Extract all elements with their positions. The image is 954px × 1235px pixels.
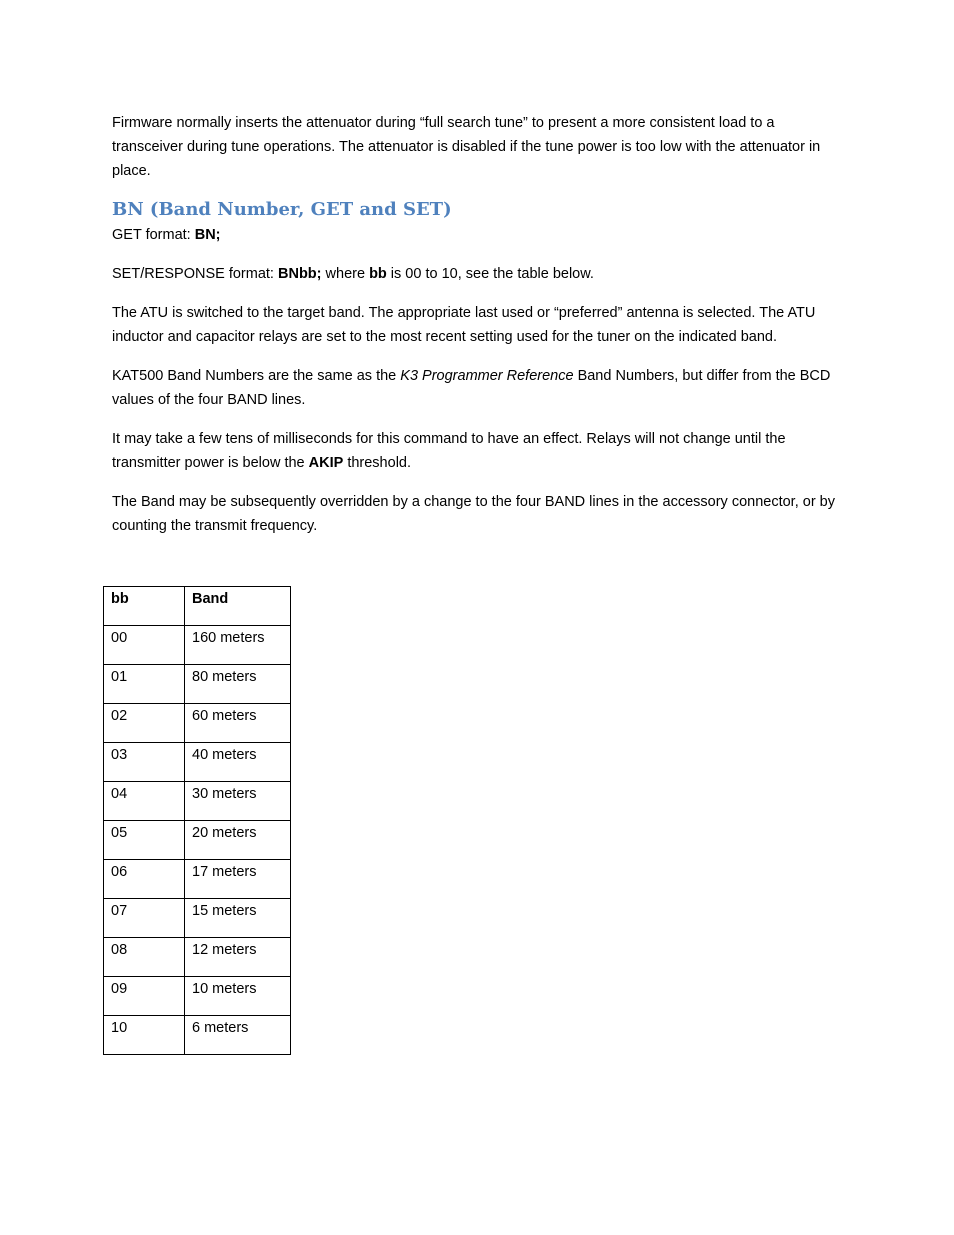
table-row (104, 782, 291, 821)
header-bb: bb (104, 587, 185, 626)
table-row (104, 704, 291, 743)
cell-band: 80 meters (185, 665, 291, 704)
table-row (104, 743, 291, 782)
relay-prefix: It may take a few tens of milliseconds for this command to have an effect. Relays will not change until the transmitter power is below the (112, 431, 786, 471)
k3-reference-title: K3 Programmer Reference (400, 368, 574, 384)
cell-band: 15 meters (185, 899, 291, 938)
set-format-label: SET/RESPONSE format: (112, 266, 278, 282)
band-number-table (103, 586, 291, 1055)
table-row (104, 899, 291, 938)
kat500-paragraph (112, 364, 842, 412)
get-command: BN; (194, 227, 221, 243)
set-format-suffix: is 00 to 10, see the table below. (386, 266, 594, 282)
get-format-line (112, 223, 842, 247)
section-heading: BN (Band Number, GET and SET) (112, 199, 452, 220)
kat500-suffix: Band Numbers, but differ from the BCD values of the four BAND lines. (112, 368, 831, 408)
cell-bb: 10 (104, 1016, 185, 1055)
relay-suffix: threshold. (343, 455, 412, 471)
cell-band: 20 meters (185, 821, 291, 860)
header-band: Band (185, 587, 291, 626)
table-row (104, 626, 291, 665)
cell-bb: 06 (104, 860, 185, 899)
cell-band: 160 meters (185, 626, 291, 665)
cell-bb: 05 (104, 821, 185, 860)
cell-bb: 02 (104, 704, 185, 743)
cell-bb: 00 (104, 626, 185, 665)
table-row (104, 665, 291, 704)
relay-paragraph (112, 427, 842, 475)
document-body (112, 111, 842, 553)
cell-bb: 09 (104, 977, 185, 1016)
cell-bb: 07 (104, 899, 185, 938)
kat500-prefix: KAT500 Band Numbers are the same as the (112, 368, 401, 384)
table-row (104, 821, 291, 860)
cell-bb: 03 (104, 743, 185, 782)
cell-band: 17 meters (185, 860, 291, 899)
table-row (104, 860, 291, 899)
set-format-mid: where (321, 266, 370, 282)
akip-term: AKIP (308, 455, 344, 471)
cell-band: 60 meters (185, 704, 291, 743)
table-row (104, 938, 291, 977)
table-row (104, 977, 291, 1016)
table-header-row (104, 587, 291, 626)
atu-paragraph: The ATU is switched to the target band. The appropriate last used or “preferred” antenna is selected. The ATU inductor and capacitor relays are set to the most recent setting used for the tuner on the indicated band. (112, 305, 816, 345)
cell-bb: 04 (104, 782, 185, 821)
override-paragraph: The Band may be subsequently overridden by a change to the four BAND lines in the accessory connector, or by counting the transmit frequency. (112, 494, 835, 534)
cell-band: 40 meters (185, 743, 291, 782)
intro-paragraph: Firmware normally inserts the attenuator during “full search tune” to present a more consistent load to a transceiver during tune operations. The attenuator is disabled if the tune power is too low with the attenuator in place. (112, 115, 821, 179)
cell-band: 6 meters (185, 1016, 291, 1055)
cell-band: 30 meters (185, 782, 291, 821)
get-format-label: GET format: (112, 227, 195, 243)
cell-band: 10 meters (185, 977, 291, 1016)
cell-bb: 01 (104, 665, 185, 704)
set-format-line (112, 262, 842, 286)
set-bb-term: bb (369, 266, 387, 282)
cell-band: 12 meters (185, 938, 291, 977)
set-command: BNbb; (278, 266, 322, 282)
table-row (104, 1016, 291, 1055)
cell-bb: 08 (104, 938, 185, 977)
